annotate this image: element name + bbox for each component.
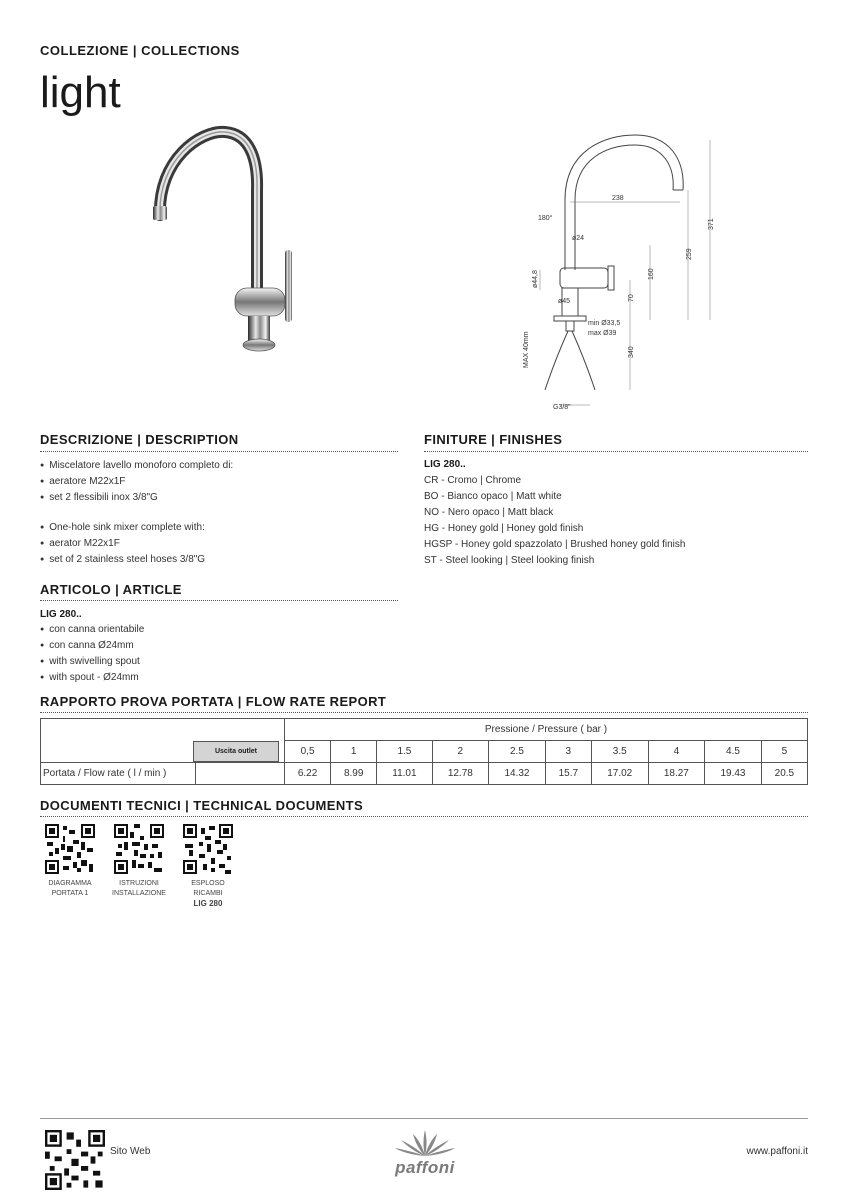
document-flow-diagram[interactable]	[35, 824, 105, 899]
description-item: ● Miscelatore lavello monoforo completo di:	[40, 458, 398, 474]
website-label: Sito Web	[110, 1146, 151, 1157]
flow-rate-cell: 18.27	[648, 763, 705, 785]
flow-rate-cell: 20.5	[761, 763, 807, 785]
finishes-list	[424, 473, 808, 569]
finishes-divider	[424, 451, 808, 452]
documents-heading: DOCUMENTI TECNICI | TECHNICAL DOCUMENTS	[40, 798, 364, 813]
description-item: ● aeratore M22x1F	[40, 474, 398, 490]
dim-180deg: 180°	[538, 215, 553, 222]
dim-70: 70	[628, 294, 635, 302]
pressure-cell: 4.5	[705, 741, 762, 763]
pressure-cell: 1	[331, 741, 377, 763]
finish-item: CR - Cromo | Chrome	[424, 475, 522, 486]
description-item: ● set of 2 stainless steel hoses 3/8"G	[40, 552, 398, 568]
collections-label: COLLEZIONE | COLLECTIONS	[40, 43, 240, 58]
collection-title: light	[40, 68, 121, 117]
finish-item: HGSP - Honey gold spazzolato | Brushed honey gold finish	[424, 539, 686, 550]
flow-rate-cell: 11.01	[377, 763, 432, 785]
outlet-label: Uscita outlet	[193, 741, 279, 762]
article-code: LIG 280..	[40, 609, 82, 620]
dim-max40: MAX 40mm	[523, 331, 530, 368]
finishes-heading: FINITURE | FINISHES	[424, 432, 563, 447]
dim-340: 340	[628, 346, 635, 358]
dim-min: min Ø33,5	[588, 320, 621, 327]
pressure-cell: 3.5	[591, 741, 648, 763]
document-exploded-view[interactable]	[173, 824, 243, 909]
flow-rate-row-label: Portata / Flow rate ( l / min )	[41, 763, 196, 785]
documents-divider	[40, 816, 808, 817]
article-item: ● con canna Ø24mm	[40, 638, 398, 654]
dim-max: max Ø39	[588, 330, 617, 337]
dim-371: 371	[708, 218, 715, 230]
pressure-cell: 1.5	[377, 741, 432, 763]
flow-rate-cell: 8.99	[331, 763, 377, 785]
pressure-header: Pressione / Pressure ( bar )	[285, 719, 808, 741]
dim-259: 259	[686, 248, 693, 260]
article-item: ● with swivelling spout	[40, 654, 398, 670]
article-divider	[40, 600, 398, 601]
description-list-en	[40, 520, 398, 568]
flow-rate-row	[41, 763, 808, 785]
finishes-code: LIG 280..	[424, 459, 466, 470]
dim-g38: G3/8"	[553, 404, 571, 411]
flow-rate-cell: 6.22	[285, 763, 331, 785]
qr-code-icon[interactable]	[114, 824, 164, 874]
flow-report-heading: RAPPORTO PROVA PORTATA | FLOW RATE REPORT	[40, 694, 387, 709]
faucet-photo	[140, 120, 320, 360]
website-url-link[interactable]: www.paffoni.it	[746, 1146, 808, 1157]
flow-rate-cell: 19.43	[705, 763, 762, 785]
dim-160: 160	[648, 268, 655, 280]
dim-d45: ø45	[558, 298, 571, 305]
description-divider	[40, 451, 398, 452]
flow-rate-cell: 12.78	[432, 763, 489, 785]
pressure-cell: 5	[761, 741, 807, 763]
brand-emblem-icon	[393, 1128, 457, 1158]
pressure-cell: 2.5	[489, 741, 546, 763]
dim-d24: ø24	[572, 235, 585, 242]
finish-item: NO - Nero opaco | Matt black	[424, 507, 554, 518]
document-caption: ESPLOSO RICAMBI LIG 280	[191, 880, 225, 908]
flow-rate-cell: 14.32	[489, 763, 546, 785]
description-item: ● set 2 flessibili inox 3/8"G	[40, 490, 398, 506]
document-installation[interactable]	[104, 824, 174, 899]
article-list	[40, 622, 398, 686]
pressure-header-row	[41, 719, 808, 741]
technical-drawing	[520, 130, 720, 415]
dim-238: 238	[612, 195, 624, 202]
qr-code-icon[interactable]	[183, 824, 233, 874]
article-heading: ARTICOLO | ARTICLE	[40, 582, 182, 597]
dim-448: ø44,8	[532, 270, 539, 288]
document-caption: ISTRUZIONI INSTALLAZIONE	[112, 880, 166, 897]
finish-item: HG - Honey gold | Honey gold finish	[424, 523, 584, 534]
pressure-cell: 2	[432, 741, 489, 763]
flow-rate-table	[40, 718, 808, 785]
qr-code-icon[interactable]	[45, 824, 95, 874]
pressure-cell: 4	[648, 741, 705, 763]
footer-divider	[40, 1118, 808, 1119]
pressure-cell: 3	[545, 741, 591, 763]
article-item: ● con canna orientabile	[40, 622, 398, 638]
brand-logo	[380, 1128, 470, 1178]
description-item: ● aerator M22x1F	[40, 536, 398, 552]
article-item: ● with spout - Ø24mm	[40, 670, 398, 686]
flow-rate-cell: 17.02	[591, 763, 648, 785]
brand-wordmark: paffoni	[395, 1158, 455, 1177]
outlet-blank-cell	[196, 763, 285, 785]
flow-report-divider	[40, 712, 808, 713]
pressure-cell: 0,5	[285, 741, 331, 763]
description-heading: DESCRIZIONE | DESCRIPTION	[40, 432, 239, 447]
website-qr-code-icon[interactable]	[45, 1130, 105, 1190]
finish-item: ST - Steel looking | Steel looking finish	[424, 555, 595, 566]
document-caption: DIAGRAMMA PORTATA 1	[48, 880, 92, 897]
flow-rate-cell: 15.7	[545, 763, 591, 785]
finish-item: BO - Bianco opaco | Matt white	[424, 491, 562, 502]
description-list-it	[40, 458, 398, 506]
description-item: ● One-hole sink mixer complete with:	[40, 520, 398, 536]
